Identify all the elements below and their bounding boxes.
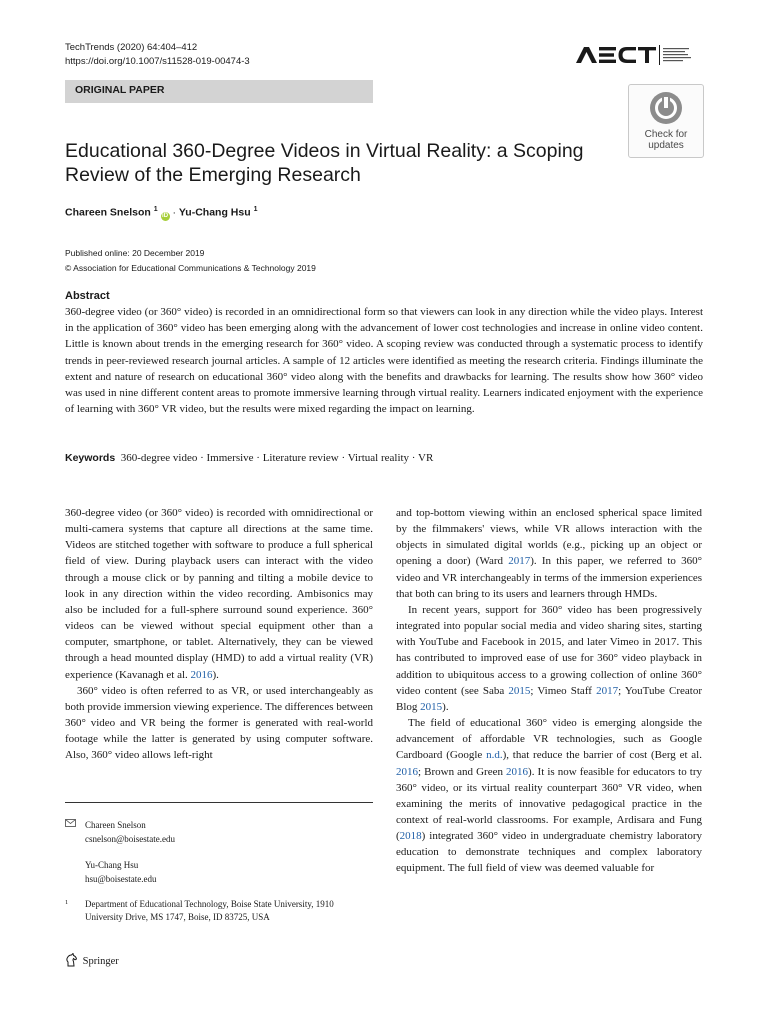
- citation-link[interactable]: 2016: [190, 668, 213, 681]
- citation-link[interactable]: 2018: [399, 830, 422, 843]
- springer-footer: [65, 953, 119, 967]
- body-paragraph: [65, 505, 373, 683]
- publication-info: [65, 246, 316, 276]
- footnote-divider: [65, 802, 373, 803]
- body-column-left: [65, 505, 373, 764]
- citation-link[interactable]: 2015: [508, 684, 531, 697]
- body-text: and top-bottom viewing within an enclosed spherical space limited by the filmmakers' views, while VR allows interaction with the objects in simulated digital worlds (e.g., picking up an object or opening a door) (Ward: [396, 507, 702, 568]
- contact-block: [65, 818, 175, 846]
- author-separator: ·: [172, 206, 176, 219]
- check-updates-icon: [649, 91, 683, 125]
- body-text: The field of educational 360° video is emerging alongside the advancement of affordable VR technologies, such as Google Cardboard (Google: [396, 717, 702, 762]
- journal-reference: [65, 41, 250, 69]
- author-name[interactable]: Yu-Chang Hsu: [178, 206, 251, 219]
- body-text: ). It is now feasible for educators to try 360° video, or its virtual reality counterpart 360° VR video, when examining the merits of innovative pedagogical practice in the context of real-world classrooms. For example, Ardisara and Fung (: [396, 765, 702, 843]
- body-paragraph: [396, 602, 702, 715]
- corresponding-authors: [65, 818, 175, 886]
- keywords-label: Keywords: [65, 452, 116, 464]
- paper-type-label: ORIGINAL PAPER: [75, 84, 165, 96]
- body-text: ).: [442, 700, 449, 713]
- author-affiliation-marker: 1: [153, 206, 158, 213]
- keywords: [65, 452, 433, 464]
- body-text: In recent years, support for 360° video has been progressively integrated into popular social media and video sharing sites, starting with YouTube and Facebook in 2015, and later Vimeo in 2017. This has contributed to improved ease of use for 360° video playback in addition to ubiquitous access to a growing collection of online 360° video content (see Saba: [396, 603, 702, 697]
- body-text: 360-degree video (or 360° video) is recorded with omnidirectional or multi-camera systems that capture all directions at the same time. Videos are stitched together with software to produce a full spherical field of view. During playback users can interact with the video through a mouse click or by panning and tilting a mobile device to look in any direction within the video recording. Ambisonics may also be included for a full-sphere surround sound experience. 360° videos can be viewed without special equipment other than a computer, smartphone, or tablet. Alternatively, they can be viewed through a head mounted display (HMD) to add a virtual reality (VR) experience (Kavanagh et al.: [65, 507, 373, 681]
- paper-type-banner: [65, 80, 373, 103]
- citation-link[interactable]: n.d.: [486, 749, 503, 762]
- body-paragraph: [396, 505, 702, 602]
- orcid-icon[interactable]: iD: [162, 212, 169, 219]
- citation-link[interactable]: 2017: [508, 555, 531, 568]
- springer-horse-icon: [65, 953, 78, 967]
- body-text: ).: [212, 668, 219, 681]
- copyright-line: [65, 261, 316, 276]
- body-paragraph: 360° video is often referred to as VR, or used interchangeably as both provide immersion viewing experience. The differences between 360° video and VR being the former is generated with real-world footage while the latter is generated by using computer software. Also, 360° video allows left-right: [65, 684, 373, 762]
- citation-link[interactable]: 2016: [506, 765, 529, 778]
- check-updates-line1: Check for: [644, 129, 688, 140]
- doi-link[interactable]: https://doi.org/10.1007/s11528-019-00474-3: [65, 56, 250, 67]
- body-text: ; Vimeo Staff: [530, 684, 597, 697]
- check-updates-line2: updates: [648, 140, 684, 151]
- citation-link[interactable]: 2015: [420, 700, 443, 713]
- body-column-right: [396, 505, 702, 877]
- contact-block: [65, 858, 175, 886]
- check-for-updates-badge[interactable]: [628, 84, 704, 158]
- contact-name: Chareen Snelson: [85, 820, 146, 830]
- citation-link[interactable]: 2016: [396, 765, 418, 778]
- affiliation-number: 1: [65, 899, 69, 906]
- citation-link[interactable]: 2017: [596, 684, 619, 697]
- contact-email[interactable]: csnelson@boisestate.edu: [85, 834, 176, 844]
- author-list: [65, 206, 257, 221]
- contact-email[interactable]: hsu@boisestate.edu: [85, 874, 157, 884]
- abstract-heading: Abstract: [65, 290, 110, 302]
- envelope-icon: [65, 819, 76, 827]
- author-affiliation-marker: 1: [253, 206, 258, 213]
- aect-logo-graphic: [574, 42, 704, 68]
- affiliation-text: Department of Educational Technology, Boise State University, 1910 University Drive, MS 1747, Boise, ID 83725, USA: [85, 899, 334, 922]
- abstract-text: 360-degree video (or 360° video) is recorded in an omnidirectional form so that viewers can look in any direction while the video plays. Interest in the application of 360° video has been emerging along with the advancement of lower cost technologies and increase in online video content. Little is known about trends in the emerging research for 360° video. A scoping review was conducted through a systematic process to identify trends in peer-reviewed research journal articles. A sample of 12 articles were identified as meeting the research criteria. Findings illuminate the extent and nature of research on educational 360° video along with the benefits and drawbacks for learning. The results show how 360° video was used in nine different content areas to promote immersive learning through virtual reality. Learners indicated enjoyment with the experience of learning with 360° VR video, but the results were mixed regarding the impact on learning.: [65, 306, 703, 416]
- article-title: Educational 360-Degree Videos in Virtual Reality: a Scoping Review of the Emerging Research: [65, 140, 584, 186]
- springer-name: Springer: [82, 956, 119, 967]
- keywords-list: 360-degree video · Immersive · Literature review · Virtual reality · VR: [120, 452, 434, 464]
- author-name[interactable]: Chareen Snelson: [65, 206, 151, 219]
- body-text: ) integrated 360° video in undergraduate chemistry laboratory education to demonstrate techniques and complex laboratory equipment. The full field of view was deemed valuable for: [396, 830, 702, 875]
- body-text: ), that reduce the barrier of cost (Berg et al.: [502, 749, 702, 762]
- contact-name: Yu-Chang Hsu: [85, 860, 139, 870]
- body-text: ; YouTube Creator Blog: [396, 684, 703, 713]
- copyright-holder: Association for Educational Communications & Technology 2019: [73, 263, 316, 273]
- published-date: Published online: 20 December 2019: [65, 248, 205, 258]
- body-text: ; Brown and Green: [418, 765, 507, 778]
- copyright-icon: ©: [65, 263, 72, 273]
- aect-logo: [574, 42, 704, 68]
- body-paragraph: [396, 715, 702, 877]
- affiliation-footnote: [65, 898, 373, 924]
- body-text: ). In this paper, we referred to 360° video and VR interchangeably in terms of the immersion experiences that both can bring to its users and learners through HMDs.: [396, 555, 702, 600]
- journal-citation: TechTrends (2020) 64:404–412: [65, 42, 198, 53]
